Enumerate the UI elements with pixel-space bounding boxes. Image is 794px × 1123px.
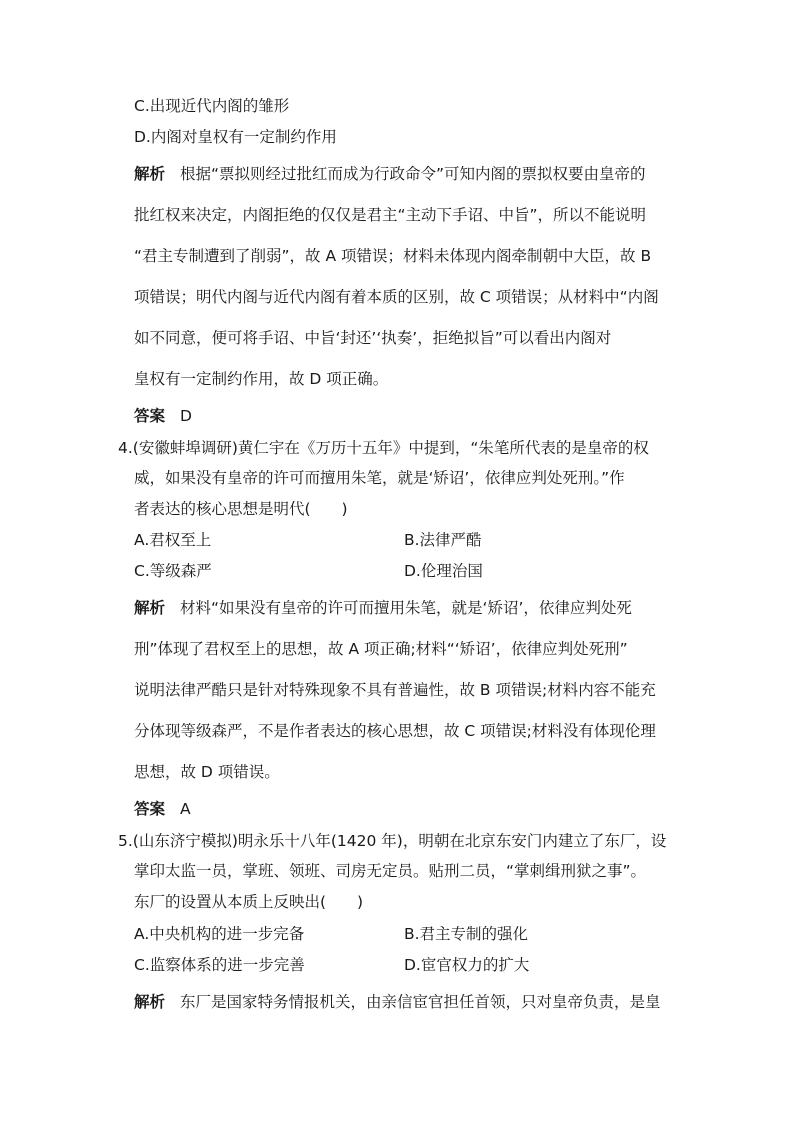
q4-analysis-line-1 [134, 598, 632, 618]
analysis-label: 解析 [134, 993, 166, 1011]
q5-analysis-text-1: 东厂是国家特务情报机关，由亲信宦官担任首领，只对皇帝负责，是皇 [180, 993, 661, 1011]
q5-stem-line-1: 5.(山东济宁模拟)明永乐十八年(1420 年)，明朝在北京东安门内建立了东厂，设 [118, 832, 667, 850]
q4-answer [134, 799, 191, 819]
q4-analysis-text-1: 材料“如果没有皇帝的许可而擅用朱笔，就是‘矫诏’，依律应判处死 [180, 599, 632, 617]
q4-answer-value: A [180, 800, 191, 818]
q4-stem-line-2: 威，如果没有皇帝的许可而擅用朱笔，就是‘矫诏’，依律应判处死刑。”作 [134, 469, 625, 487]
q5-option-a: A.中央机构的进一步完备 [134, 925, 305, 943]
q4-analysis-line-3: 说明法律严酷只是针对特殊现象不具有普遍性，故 B 项错误;材料内容不能充 [134, 681, 656, 699]
q3-analysis-line-3: “君主专制遭到了削弱”，故 A 项错误；材料未体现内阁牵制朝中大臣，故 B [134, 247, 652, 265]
q3-answer [134, 406, 192, 426]
analysis-label: 解析 [134, 165, 166, 183]
q4-option-c: C.等级森严 [134, 562, 212, 580]
q5-option-d: D.宦官权力的扩大 [404, 956, 530, 974]
q3-analysis-text-1: 根据“票拟则经过批红而成为行政命令”可知内阁的票拟权要由皇帝的 [180, 165, 646, 183]
analysis-label: 解析 [134, 599, 166, 617]
q3-answer-value: D [180, 407, 192, 425]
q5-option-b: B.君主专制的强化 [404, 925, 529, 943]
answer-label: 答案 [134, 800, 166, 818]
q5-analysis-line-1 [134, 992, 661, 1012]
q5-stem-line-2: 掌印太监一员，掌班、领班、司房无定员。贴刑二员，“掌刺缉刑狱之事”。 [134, 862, 647, 880]
q4-analysis-line-2: 刑”体现了君权至上的思想，故 A 项正确;材料“‘矫诏’，依律应判处死刑” [134, 640, 628, 658]
q4-stem-line-1: 4.(安徽蚌埠调研)黄仁宇在《万历十五年》中提到，“朱笔所代表的是皇帝的权 [118, 439, 649, 457]
q5-option-c: C.监察体系的进一步完善 [134, 956, 305, 974]
q4-option-b: B.法律严酷 [404, 531, 482, 549]
q3-analysis-line-4: 项错误；明代内阁与近代内阁有着本质的区别，故 C 项错误；从材料中“内阁 [134, 288, 659, 306]
q4-option-a: A.君权至上 [134, 531, 212, 549]
q3-analysis-line-1 [134, 164, 646, 184]
q3-option-c: C.出现近代内阁的雏形 [134, 97, 290, 115]
q3-analysis-line-6: 皇权有一定制约作用，故 D 项正确。 [134, 370, 389, 388]
q4-analysis-line-5: 思想，故 D 项错误。 [134, 763, 280, 781]
q4-analysis-line-4: 分体现等级森严，不是作者表达的核心思想，故 C 项错误;材料没有体现伦理 [134, 722, 656, 740]
q4-option-d: D.伦理治国 [404, 562, 483, 580]
q3-analysis-line-2: 批红权来决定，内阁拒绝的仅仅是君主“主动下手诏、中旨”，所以不能说明 [134, 206, 647, 224]
q4-stem-line-3: 者表达的核心思想是明代( ) [134, 500, 348, 518]
answer-label: 答案 [134, 407, 166, 425]
q3-option-d: D.内阁对皇权有一定制约作用 [134, 128, 337, 146]
q3-analysis-line-5: 如不同意，便可将手诏、中旨‘封还’‘执奏’，拒绝拟旨”可以看出内阁对 [134, 329, 612, 347]
q5-stem-line-3: 东厂的设置从本质上反映出( ) [134, 893, 364, 911]
